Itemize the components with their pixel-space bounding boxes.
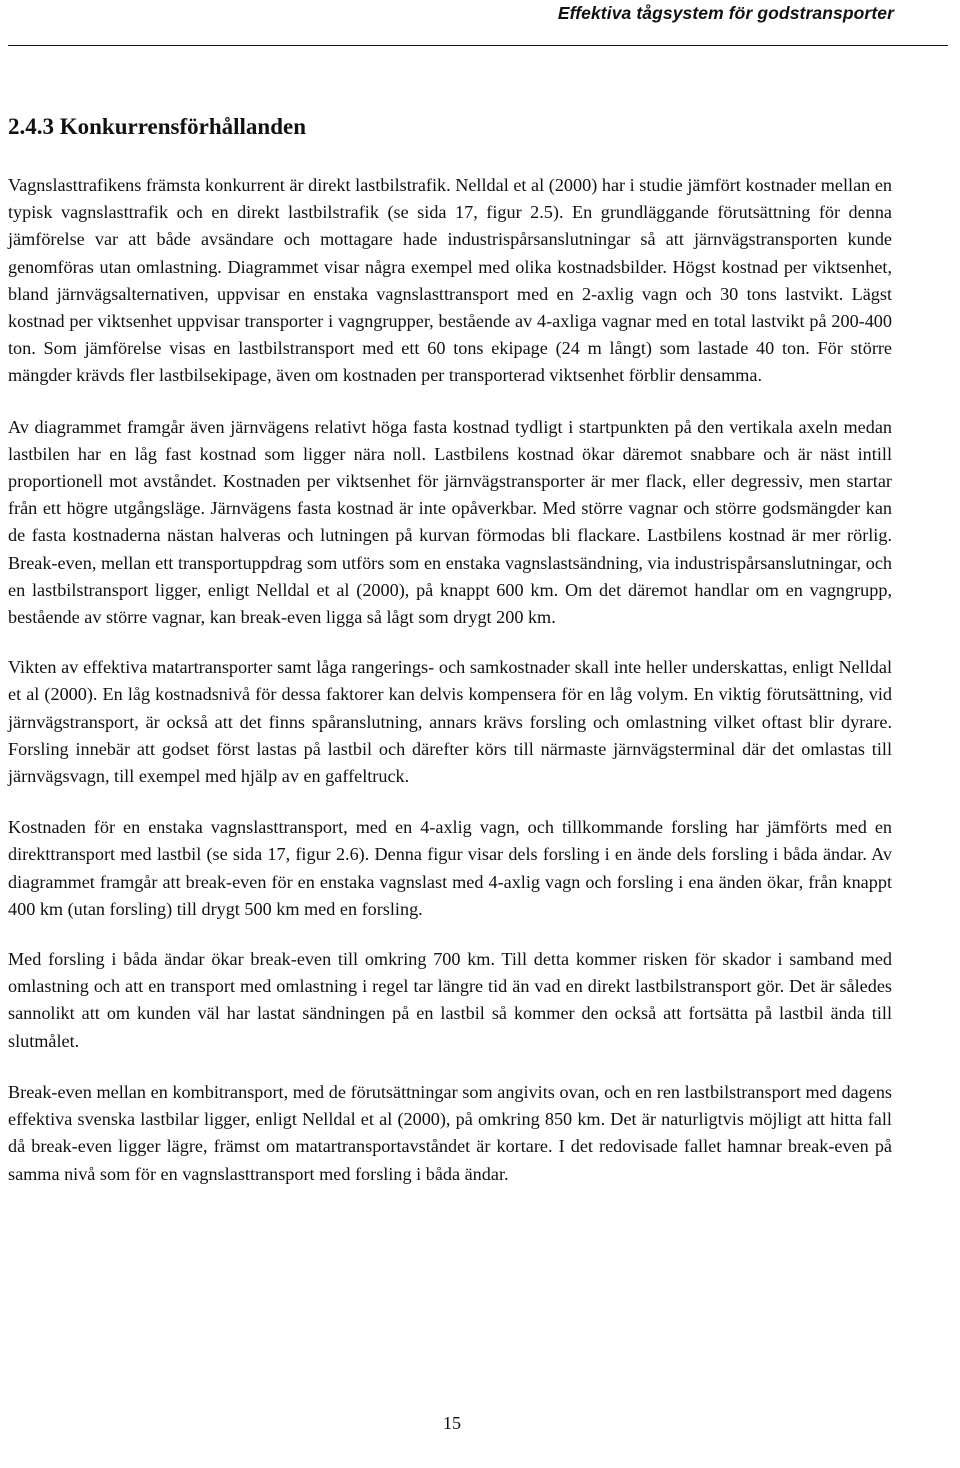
paragraph-combi-transport: Break-even mellan en kombitransport, med de förutsättningar som angivits ovan, och en ren lastbilstransport med dagens effektiva svenska lastbilar ligger, enligt Nelldal et al (2000), på omkring 850 km. Det är naturligtvis möjligt att hitta fall då break-even ligger lägre, främst om matartransportavståndet är kortare. I det redovisade fallet hamnar break-even på samma nivå som för en vagnslasttransport med forsling i båda ändar.	[8, 1081, 892, 1184]
paragraph-feeder-transport: Vikten av effektiva matartransporter samt låga rangerings- och samkostnader skall inte heller underskattas, enligt Nelldal et al (2000). En låg kostnadsnivå för dessa faktorer kan delvis kompensera för en låg volym. En viktig förutsättning, vid järnvägstransport, är också att det finns spåranslutning, annars krävs forsling och omlastning vilket oftast blir dyrare. Forsling innebär att godset först lastas på lastbil och därefter körs till närmaste järnvägsterminal där det omlastas till järnvägsvagn, till exempel med hjälp av en gaffeltruck.	[8, 657, 892, 787]
section-heading: 2.4.3 Konkurrensförhållanden	[8, 114, 306, 139]
paragraph-both-ends: Med forsling i båda ändar ökar break-even till omkring 700 km. Till detta kommer risken för skador i samband med omlastning och att en transport med omlastning i regel tar längre tid än vad en direkt lastbilstransport gör. Det är således sannolikt att om kunden väl har lastat sändningen på en lastbil så kommer den också att fortsätta på lastbil ända till slutmålet.	[8, 949, 892, 1051]
running-header-title: Effektiva tågsystem för godstransporter	[557, 3, 894, 23]
paragraph-forsling-cost: Kostnaden för en enstaka vagnslasttransport, med en 4-axlig vagn, och tillkommande forsling har jämförts med en direkttransport med lastbil (se sida 17, figur 2.6). Denna figur visar dels forsling i en ände dels forsling i båda ändar. Av diagrammet framgår att break-even för en enstaka vagnslast med 4-axlig vagn och forsling i ena änden ökar, från knappt 400 km (utan forsling) till drygt 500 km med en forsling.	[8, 817, 892, 919]
page-number: 15	[443, 1413, 461, 1433]
paragraph-competition: Vagnslasttrafikens främsta konkurrent är direkt lastbilstrafik. Nelldal et al (2000) har i studie jämfört kostnader mellan en typisk vagnslasttrafik och en direkt lastbilstrafik (se sida 17, figur 2.5). En grundläggande förutsättning för denna jämförelse var att både avsändare och mottagare hade industrispårsanslutningar så att järnvägstransporten kunde genomföras utan omlastning. Diagrammet visar några exempel med olika kostnadsbilder. Högst kostnad per viktsenhet, bland järnvägsalternativen, uppvisar en enstaka vagnslasttransport med en 2-axlig vagn och 30 tons lastvikt. Lägst kostnad per viktsenhet uppvisar transporter i vagngrupper, bestående av 4-axliga vagnar med en total lastvikt på 200-400 ton. Som jämförelse visas en lastbilstransport med ett 60 tons ekipage (24 m långt) som lastade 40 ton. För större mängder krävds fler lastbilsekipage, även om kostnaden per transporterad viktsenhet förblir densamma.	[8, 175, 892, 386]
header-divider	[8, 45, 948, 46]
body-text	[8, 172, 892, 1212]
paragraph-diagram-analysis: Av diagrammet framgår även järnvägens relativt höga fasta kostnad tydligt i startpunkten på den vertikala axeln medan lastbilen har en låg fast kostnad som ligger nära noll. Lastbilens kostnad ökar däremot snabbare och är näst intill proportionell mot avståndet. Kostnaden per viktsenhet för järnvägstransporter är mer flack, eller degressiv, men startar från ett högre utgångsläge. Järnvägens fasta kostnad är inte opåverkbar. Med större vagnar och större godsmängder kan de fasta kostnaderna nästan halveras och lutningen på kurvan förmodas bli flackare. Lastbilens kostnad är mer rörlig. Break-even, mellan ett transportuppdrag som utförs som en enstaka vagnslastsändning, via industrispårsanslutningar, och en lastbilstransport ligger, enligt Nelldal et al (2000), på knappt 600 km. Om det däremot handlar om en vagngrupp, bestående av större vagnar, kan break-even ligga så lågt som drygt 200 km.	[8, 416, 892, 628]
